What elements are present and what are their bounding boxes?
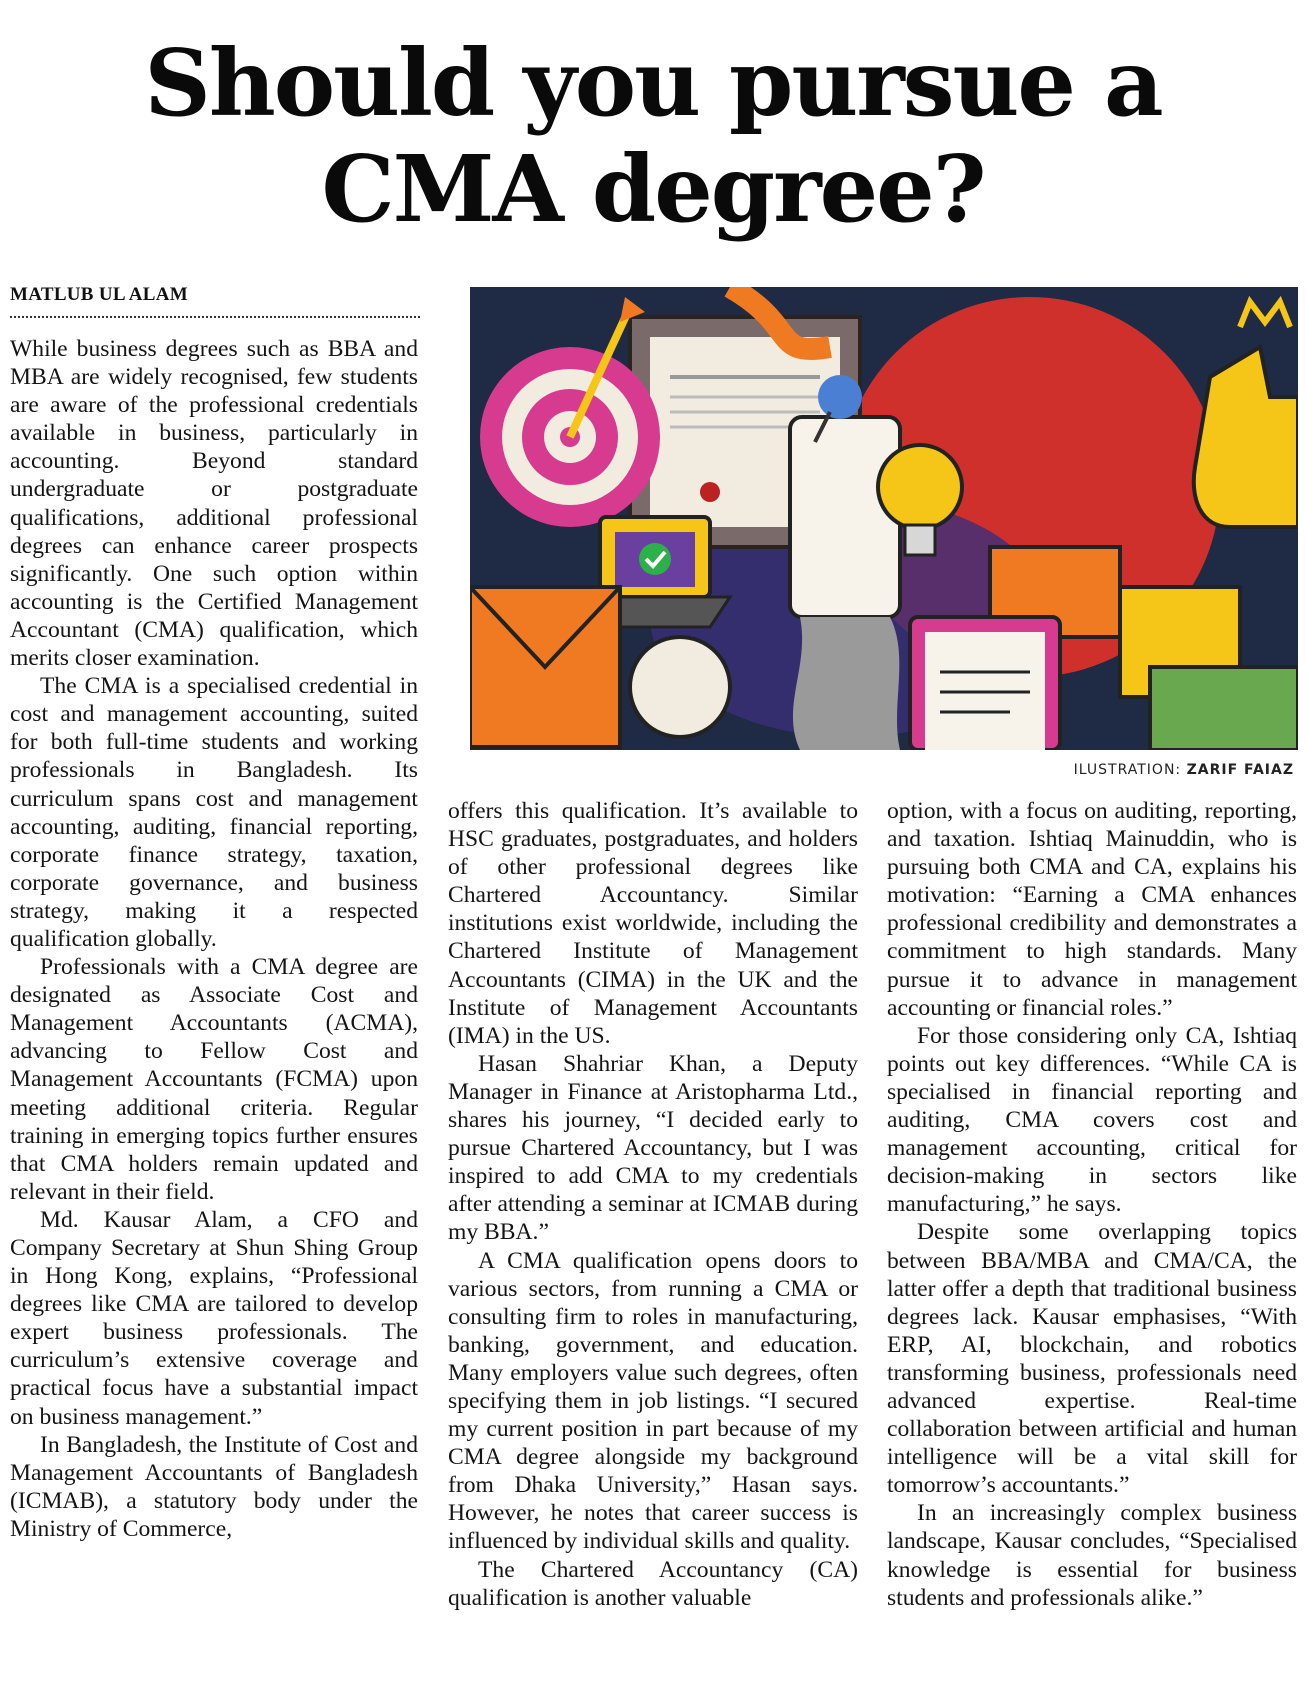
illustration-credit [1074, 762, 1294, 778]
article-column-2 [448, 797, 858, 1612]
paragraph: The CMA is a specialised credential in cost and management accounting, suited for both full-time students and working professionals in Bangladesh. Its curriculum spans cost and management accounting, auditing, financial reporting, corporate finance strategy, taxation, corporate governance, and business strategy, making it a respected qualification globally. [10, 673, 418, 952]
credit-label: ILUSTRATION: [1073, 762, 1182, 778]
envelope-icon [470, 587, 620, 747]
headline [0, 30, 1306, 242]
paragraph: Despite some overlapping topics between BBA/MBA and CMA/CA, the latter offer a depth that traditional business degrees lack. Kausar emphasises, “With ERP, AI, blockchain, and robotics transforming business, professionals need advanced expertise. Real-time collaboration between artificial and human intelligence will be a vital skill for tomorrow’s accountants.” [887, 1219, 1297, 1499]
paragraph: offers this qualification. It’s available to HSC graduates, postgraduates, and holders of other professional degrees like Chartered Accountancy. Similar institutions exist worldwide, including the Chartered Institute of Management Accountants (CIMA) in the UK and the Institute of Management Accountants (IMA) in the US. [448, 798, 858, 1049]
paragraph: While business degrees such as BBA and MBA are widely recognised, few students are aware of the professional credentials available in business, particularly in accounting. Beyond standard undergraduate or postgraduate qualifications, additional professional degrees can enhance career prospects significantly. One such option within accounting is the Certified Management Accountant (CMA) qualification, which merits closer examination. [10, 336, 418, 672]
paragraph: For those considering only CA, Ishtiaq points out key differences. “While CA is specialised in financial reporting and auditing, CMA covers cost and management accounting, critical for decision-making in sectors like manufacturing,” he says. [887, 1022, 1297, 1218]
headline-line-2: CMA degree? [321, 135, 985, 243]
article-column-1 [10, 335, 418, 1543]
paragraph: Hasan Shahriar Khan, a Deputy Manager in Finance at Aristopharma Ltd., shares his journey, “I decided early to pursue Chartered Accountancy, but I was inspired to add CMA to my credentials after attending a seminar at ICMAB during my BBA.” [448, 1050, 858, 1246]
paragraph: In Bangladesh, the Institute of Cost and Management Accountants of Bangladesh (ICMAB), a statutory body under the Ministry of Commerce, [10, 1431, 418, 1542]
paragraph: Md. Kausar Alam, a CFO and Company Secretary at Shun Shing Group in Hong Kong, explains, “Professional degrees like CMA are tailored to develop expert business professionals. The curriculum’s extensive coverage and practical focus have a substantial impact on business management.” [10, 1206, 418, 1430]
headline-line-1: Should you pursue a [144, 29, 1162, 137]
credit-name: ZARIF FAIAZ [1186, 762, 1294, 778]
article-column-3 [887, 797, 1297, 1612]
document-icon [910, 617, 1060, 750]
paragraph: In an increasingly complex business landscape, Kausar concludes, “Specialised knowledge is essential for business students and professionals alike.” [887, 1500, 1297, 1611]
paragraph: Professionals with a CMA degree are designated as Associate Cost and Management Accountants (ACMA), advancing to Fellow Cost and Management Accountants (FCMA) upon meeting additional criteria. Regular training in emerging topics further ensures that CMA holders remain updated and relevant in their field. [10, 954, 418, 1205]
walking-figure-icon [630, 637, 730, 737]
checkmark-icon [639, 543, 671, 575]
paragraph: The Chartered Accountancy (CA) qualification is another valuable [448, 1556, 858, 1611]
paragraph: A CMA qualification opens doors to various sectors, from running a CMA or consulting firm to roles in manufacturing, banking, government, and education. Many employers value such degrees, often specifying them in job listings. “I secured my current position in part because of my CMA degree alongside my background from Dhaka University,” Hasan says. However, he notes that career success is influenced by individual skills and quality. [448, 1247, 858, 1555]
byline: MATLUB UL ALAM [10, 284, 420, 318]
illustration [470, 287, 1298, 750]
paragraph: option, with a focus on auditing, reporting, and taxation. Ishtiaq Mainuddin, who is pursuing both CMA and CA, explains his motivation: “Earning a CMA enhances professional credibility and demonstrates a commitment to high standards. Many pursue it to advance in management accounting or financial roles.” [887, 798, 1297, 1021]
